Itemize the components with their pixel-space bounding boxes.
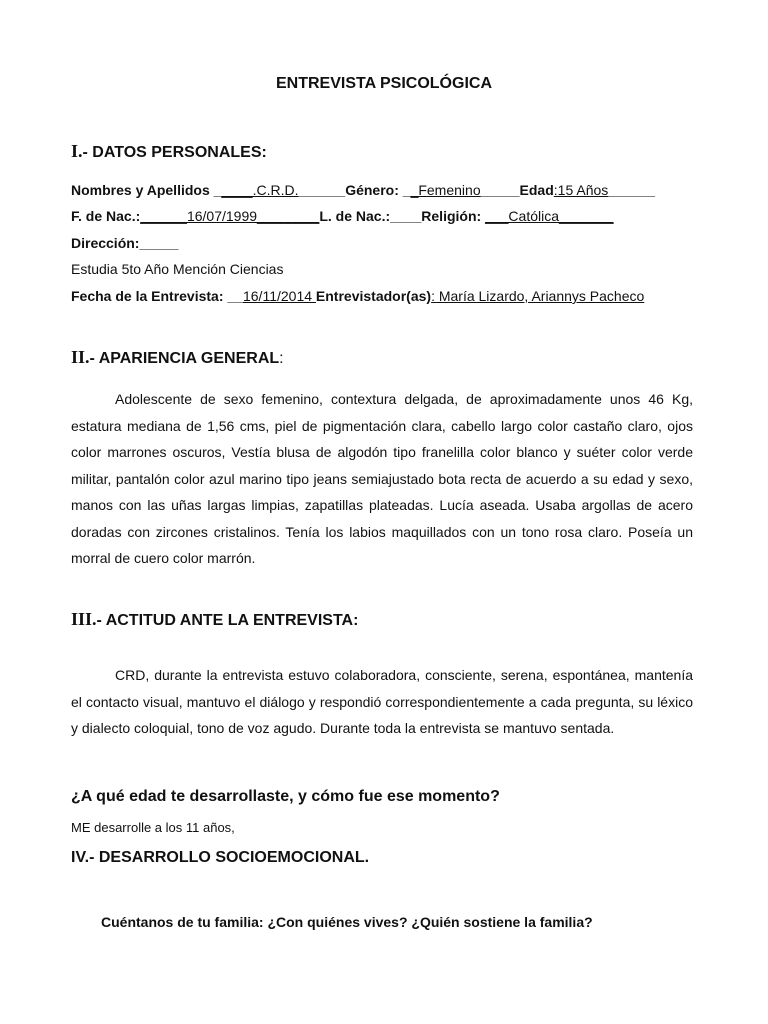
- apariencia-paragraph: Adolescente de sexo femenino, contextura delgada, de aproximadamente unos 46 Kg, estatura mediana de 1,56 cms, piel de pigmentación clara, cabello largo color castaño claro, ojos color marrones oscuros, Vestía blusa de algodón tipo franelilla color blanco y suéter color verde militar, pantalón color azul marino tipo jeans semiajustado bota recta de acuerdo a su edad y sexo, manos con las uñas largas limpias, zapatillas plateadas. Lucía aseada. Usaba argollas de acero doradas con zircones cristalinos. Tenía los labios maquillados con un tono rosa claro. Poseía un morral de cuero color marrón.: [71, 391, 693, 566]
- section-heading-apariencia-general: [71, 347, 284, 368]
- nombres-blank-a: _: [213, 182, 222, 198]
- section-heading-desarrollo-socioemocional: IV.- DESARROLLO SOCIOEMOCIONAL.: [71, 849, 370, 866]
- estudia-line: Estudia 5to Año Mención Ciencias: [71, 261, 284, 277]
- nombres-label: Nombres y Apellidos: [71, 182, 214, 198]
- field-row-nacimiento: [71, 208, 614, 224]
- field-row-entrevista: [71, 288, 644, 304]
- field-row-direccion: [71, 235, 178, 251]
- genero-value: _Femenino: [410, 182, 481, 198]
- direccion-label: Dirección:: [71, 235, 140, 251]
- edad-blank: ______: [608, 182, 655, 198]
- genero-label: Género:: [345, 182, 403, 198]
- section-title: - APARIENCIA GENERAL: [89, 350, 280, 367]
- genero-blank-a: _: [402, 182, 411, 198]
- section-colon: :: [279, 350, 284, 367]
- section-number: III.: [71, 609, 97, 629]
- entrevistador-value: : María Lizardo, Ariannys Pacheco: [431, 288, 645, 304]
- religion-label: Religión:: [421, 208, 486, 224]
- fnac-value: ______16/07/1999________: [140, 208, 320, 224]
- edad-label: Edad: [519, 182, 554, 198]
- lnac-label: L. de Nac.:: [319, 208, 391, 224]
- fecha-label: Fecha de la Entrevista:: [71, 288, 228, 304]
- nombres-value: ____.C.R.D.: [221, 182, 299, 198]
- section-heading-actitud: [71, 609, 358, 630]
- family-question: Cuéntanos de tu familia: ¿Con quiénes vives? ¿Quién sostiene la familia?: [101, 914, 593, 930]
- section-heading-datos-personales: [71, 141, 267, 162]
- entrevistador-label: Entrevistador(as): [315, 288, 432, 304]
- direccion-blank: _____: [139, 235, 179, 251]
- document-title: ENTREVISTA PSICOLÓGICA: [275, 75, 492, 92]
- actitud-paragraph: CRD, durante la entrevista estuvo colaboradora, consciente, serena, espontánea, mantenía el contacto visual, mantuvo el diálogo y respondió correspondientemente a cada pregunta, su léxico y dialecto coloquial, tono de voz agudo. Durante toda la entrevista se mantuvo sentada.: [71, 667, 693, 736]
- edad-value: :15 Años: [553, 182, 609, 198]
- fecha-value: 16/11/2014: [242, 288, 316, 304]
- genero-blank-b: _____: [480, 182, 520, 198]
- religion-value: ___Católica_______: [485, 208, 614, 224]
- lnac-blank: ____: [390, 208, 422, 224]
- answer-desarrollo: ME desarrolle a los 11 años,: [71, 820, 235, 835]
- fnac-label: F. de Nac.:: [71, 208, 141, 224]
- question-desarrollo: ¿A qué edad te desarrollaste, y cómo fue ese momento?: [71, 788, 500, 805]
- nombres-blank-b: ______: [298, 182, 346, 198]
- section-number: I.: [71, 141, 83, 161]
- section-title: - ACTITUD ANTE LA ENTREVISTA:: [96, 612, 359, 629]
- section-number: II.: [71, 347, 90, 367]
- fecha-blank: __: [227, 288, 243, 304]
- field-row-nombres: [71, 182, 655, 198]
- section-title: - DATOS PERSONALES:: [82, 144, 267, 161]
